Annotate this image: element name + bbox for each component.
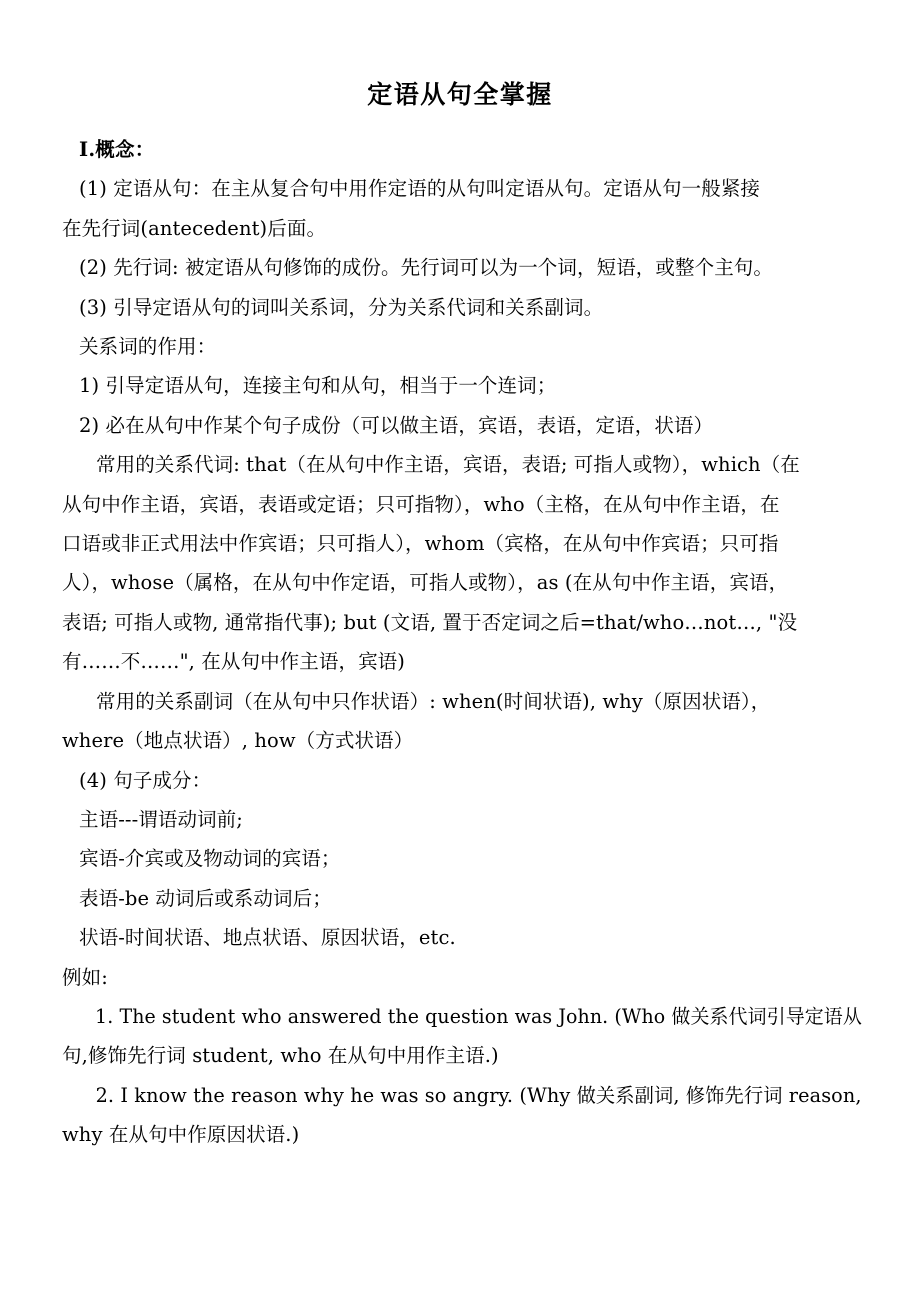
text-line: 表语; 可指人或物, 通常指代事); but (文语, 置于否定词之后=that/who…not…, "没 — [62, 610, 798, 634]
text-line: 口语或非正式用法中作宾语；只可指人），whom（宾格，在从句中作宾语；只可指 — [62, 532, 779, 556]
text-line: (2) 先行词: 被定语从句修饰的成份。先行词可以为一个词，短语，或整个主句。 — [79, 256, 773, 280]
document-lines — [62, 169, 862, 1154]
text-line: (4) 句子成分： — [79, 768, 212, 792]
text-line: 宾语-介宾或及物动词的宾语； — [79, 847, 341, 871]
text-line: (1) 定语从句：在主从复合句中用作定语的从句叫定语从句。定语从句一般紧接 — [79, 177, 761, 201]
page-title: 定语从句全掌握 — [367, 80, 553, 109]
text-line: 主语---谓语动词前; — [79, 807, 243, 831]
text-line: where（地点状语）, how（方式状语） — [62, 729, 414, 753]
text-line: 状语-时间状语、地点状语、原因状语，etc. — [79, 926, 456, 950]
text-line: why 在从句中作原因状语.) — [62, 1123, 300, 1147]
text-line: 2. I know the reason why he was so angry. (Why 做关系副词, 修饰先行词 reason, — [95, 1083, 862, 1107]
text-line: 表语-be 动词后或系动词后； — [79, 886, 332, 910]
text-line: 2) 必在从句中作某个句子成份（可以做主语，宾语，表语，定语，状语） — [79, 413, 714, 437]
document-body — [62, 130, 862, 1155]
text-line: (3) 引导定语从句的词叫关系词，分为关系代词和关系副词。 — [79, 295, 604, 319]
text-line: 1) 引导定语从句，连接主句和从句，相当于一个连词； — [79, 374, 557, 398]
text-line: 句,修饰先行词 student, who 在从句中用作主语.) — [62, 1044, 499, 1068]
text-line: 从句中作主语，宾语，表语或定语；只可指物），who（主格，在从句中作主语，在 — [62, 492, 780, 516]
text-line: 常用的关系代词: that（在从句中作主语，宾语，表语; 可指人或物），which（在 — [96, 453, 800, 477]
text-line: 1. The student who answered the question was John. (Who 做关系代词引导定语从 — [95, 1004, 862, 1028]
text-line: 人），whose（属格，在从句中作定语，可指人或物），as (在从句中作主语，宾语， — [62, 571, 789, 595]
text-line: 在先行词(antecedent)后面。 — [62, 216, 327, 240]
section-heading-concept: Ⅰ.概念： — [79, 138, 155, 161]
text-line: 常用的关系副词（在从句中只作状语）: when(时间状语), why（原因状语）， — [96, 689, 771, 713]
text-line: 关系词的作用： — [79, 335, 217, 359]
text-line: 例如: — [62, 965, 108, 989]
text-line: 有……不……", 在从句中作主语，宾语) — [62, 650, 405, 674]
